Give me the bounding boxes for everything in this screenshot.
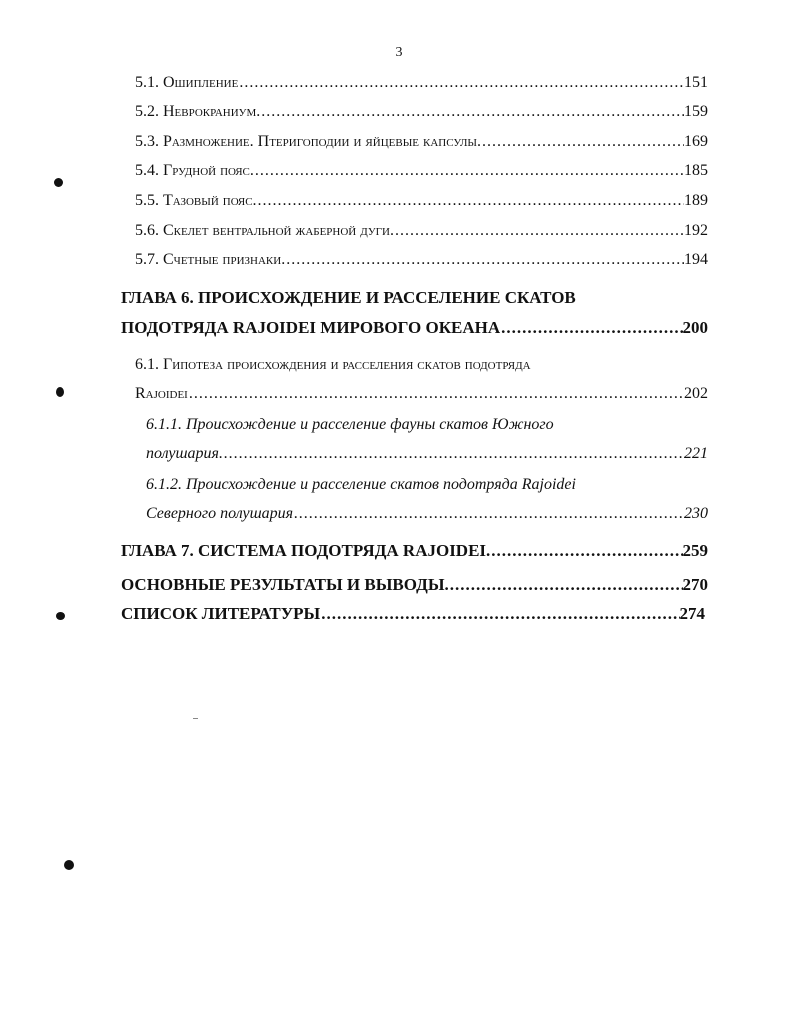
toc-entry-label: полушария.	[146, 445, 223, 462]
toc-chapter-7[interactable]	[121, 538, 708, 564]
dot-leader	[490, 538, 682, 564]
toc-entry-5-6[interactable]	[135, 218, 708, 244]
toc-chapter-6[interactable]	[121, 315, 708, 341]
toc-references[interactable]	[121, 601, 705, 627]
toc-entry-label: ОСНОВНЫЕ РЕЗУЛЬТАТЫ И ВЫВОДЫ.	[121, 575, 449, 594]
toc-entry-page: 270	[682, 575, 708, 594]
toc-entry-page: 151	[684, 74, 708, 91]
toc-entry-label: 5.1. Ошипление	[135, 74, 239, 91]
toc-entry-6-1-2[interactable]	[146, 501, 708, 527]
toc-entry-page: 200	[682, 318, 708, 337]
dot-leader	[481, 129, 684, 155]
toc-entry-5-1[interactable]	[135, 70, 708, 96]
toc-entry-page: 274	[679, 604, 705, 623]
toc-entry-label: Северного полушария	[146, 505, 294, 522]
toc-entry-6-1-1-heading[interactable]: 6.1.1. Происхождение и расселение фауны скатов Южного	[146, 416, 554, 433]
toc-entry-label: 5.4. Грудной пояс.	[135, 162, 254, 179]
toc-entry-page: 159	[684, 103, 708, 120]
toc-entry-5-3[interactable]	[135, 129, 708, 155]
toc-entry-label: 5.6. Скелет вентральной жаберной дуги.	[135, 222, 394, 239]
toc-entry-label: СПИСОК ЛИТЕРАТУРЫ	[121, 604, 321, 623]
page-number: 3	[395, 45, 403, 60]
toc-entry-6-1[interactable]	[135, 381, 708, 407]
toc-entry-5-4[interactable]	[135, 158, 708, 184]
toc-entry-label: 5.3. Размножение. Птеригоподии и яйцевые капсулы.	[135, 133, 482, 150]
toc-entry-page: 185	[684, 162, 708, 179]
dot-leader	[188, 381, 684, 407]
toc-entry-label: 5.7. Счетные признаки.	[135, 251, 286, 268]
toc-entry-5-2[interactable]	[135, 99, 708, 125]
toc-entry-label: 5.2. Неврокраниум.	[135, 103, 261, 120]
dot-leader	[285, 247, 684, 273]
toc-entry-5-5[interactable]	[135, 188, 708, 214]
dot-leader	[238, 70, 684, 96]
scan-speck	[193, 718, 198, 719]
scan-speck	[54, 178, 63, 187]
toc-entry-6-1-1[interactable]	[146, 441, 708, 467]
scan-speck	[56, 387, 64, 397]
dot-leader	[320, 601, 679, 627]
toc-results[interactable]	[121, 572, 708, 598]
toc-entry-page: 259	[682, 541, 708, 560]
toc-entry-page: 189	[684, 192, 708, 209]
toc-entry-page: 169	[684, 133, 708, 150]
toc-entry-page: 230	[684, 505, 708, 522]
toc-entry-6-1-heading[interactable]: 6.1. Гипотеза происхождения и расселения скатов подотряда	[135, 356, 531, 373]
toc-entry-label: 5.5. Тазовый пояс.	[135, 192, 257, 209]
toc-entry-label: ГЛАВА 7. СИСТЕМА ПОДОТРЯДА RAJOIDEI.	[121, 541, 491, 560]
toc-chapter-6-heading[interactable]: ГЛАВА 6. ПРОИСХОЖДЕНИЕ И РАССЕЛЕНИЕ СКАТОВ	[121, 288, 576, 307]
toc-entry-page: 202	[684, 385, 708, 402]
scan-speck	[56, 612, 65, 620]
scan-speck	[64, 860, 74, 870]
toc-entry-5-7[interactable]	[135, 247, 708, 273]
toc-entry-label: Rajoidei	[135, 385, 188, 402]
toc-entry-label: ПОДОТРЯДА RAJOIDEI МИРОВОГО ОКЕАНА	[121, 318, 501, 337]
dot-leader	[293, 501, 684, 527]
dot-leader	[500, 315, 682, 341]
toc-entry-page: 194	[684, 251, 708, 268]
toc-entry-page: 192	[684, 222, 708, 239]
dot-leader	[394, 218, 684, 244]
dot-leader	[260, 99, 684, 125]
dot-leader	[449, 572, 683, 598]
toc-entry-6-1-2-heading[interactable]: 6.1.2. Происхождение и расселение скатов подотряда Rajoidei	[146, 476, 576, 493]
dot-leader	[223, 441, 684, 467]
dot-leader	[257, 188, 684, 214]
toc-entry-page: 221	[684, 445, 708, 462]
dot-leader	[254, 158, 684, 184]
